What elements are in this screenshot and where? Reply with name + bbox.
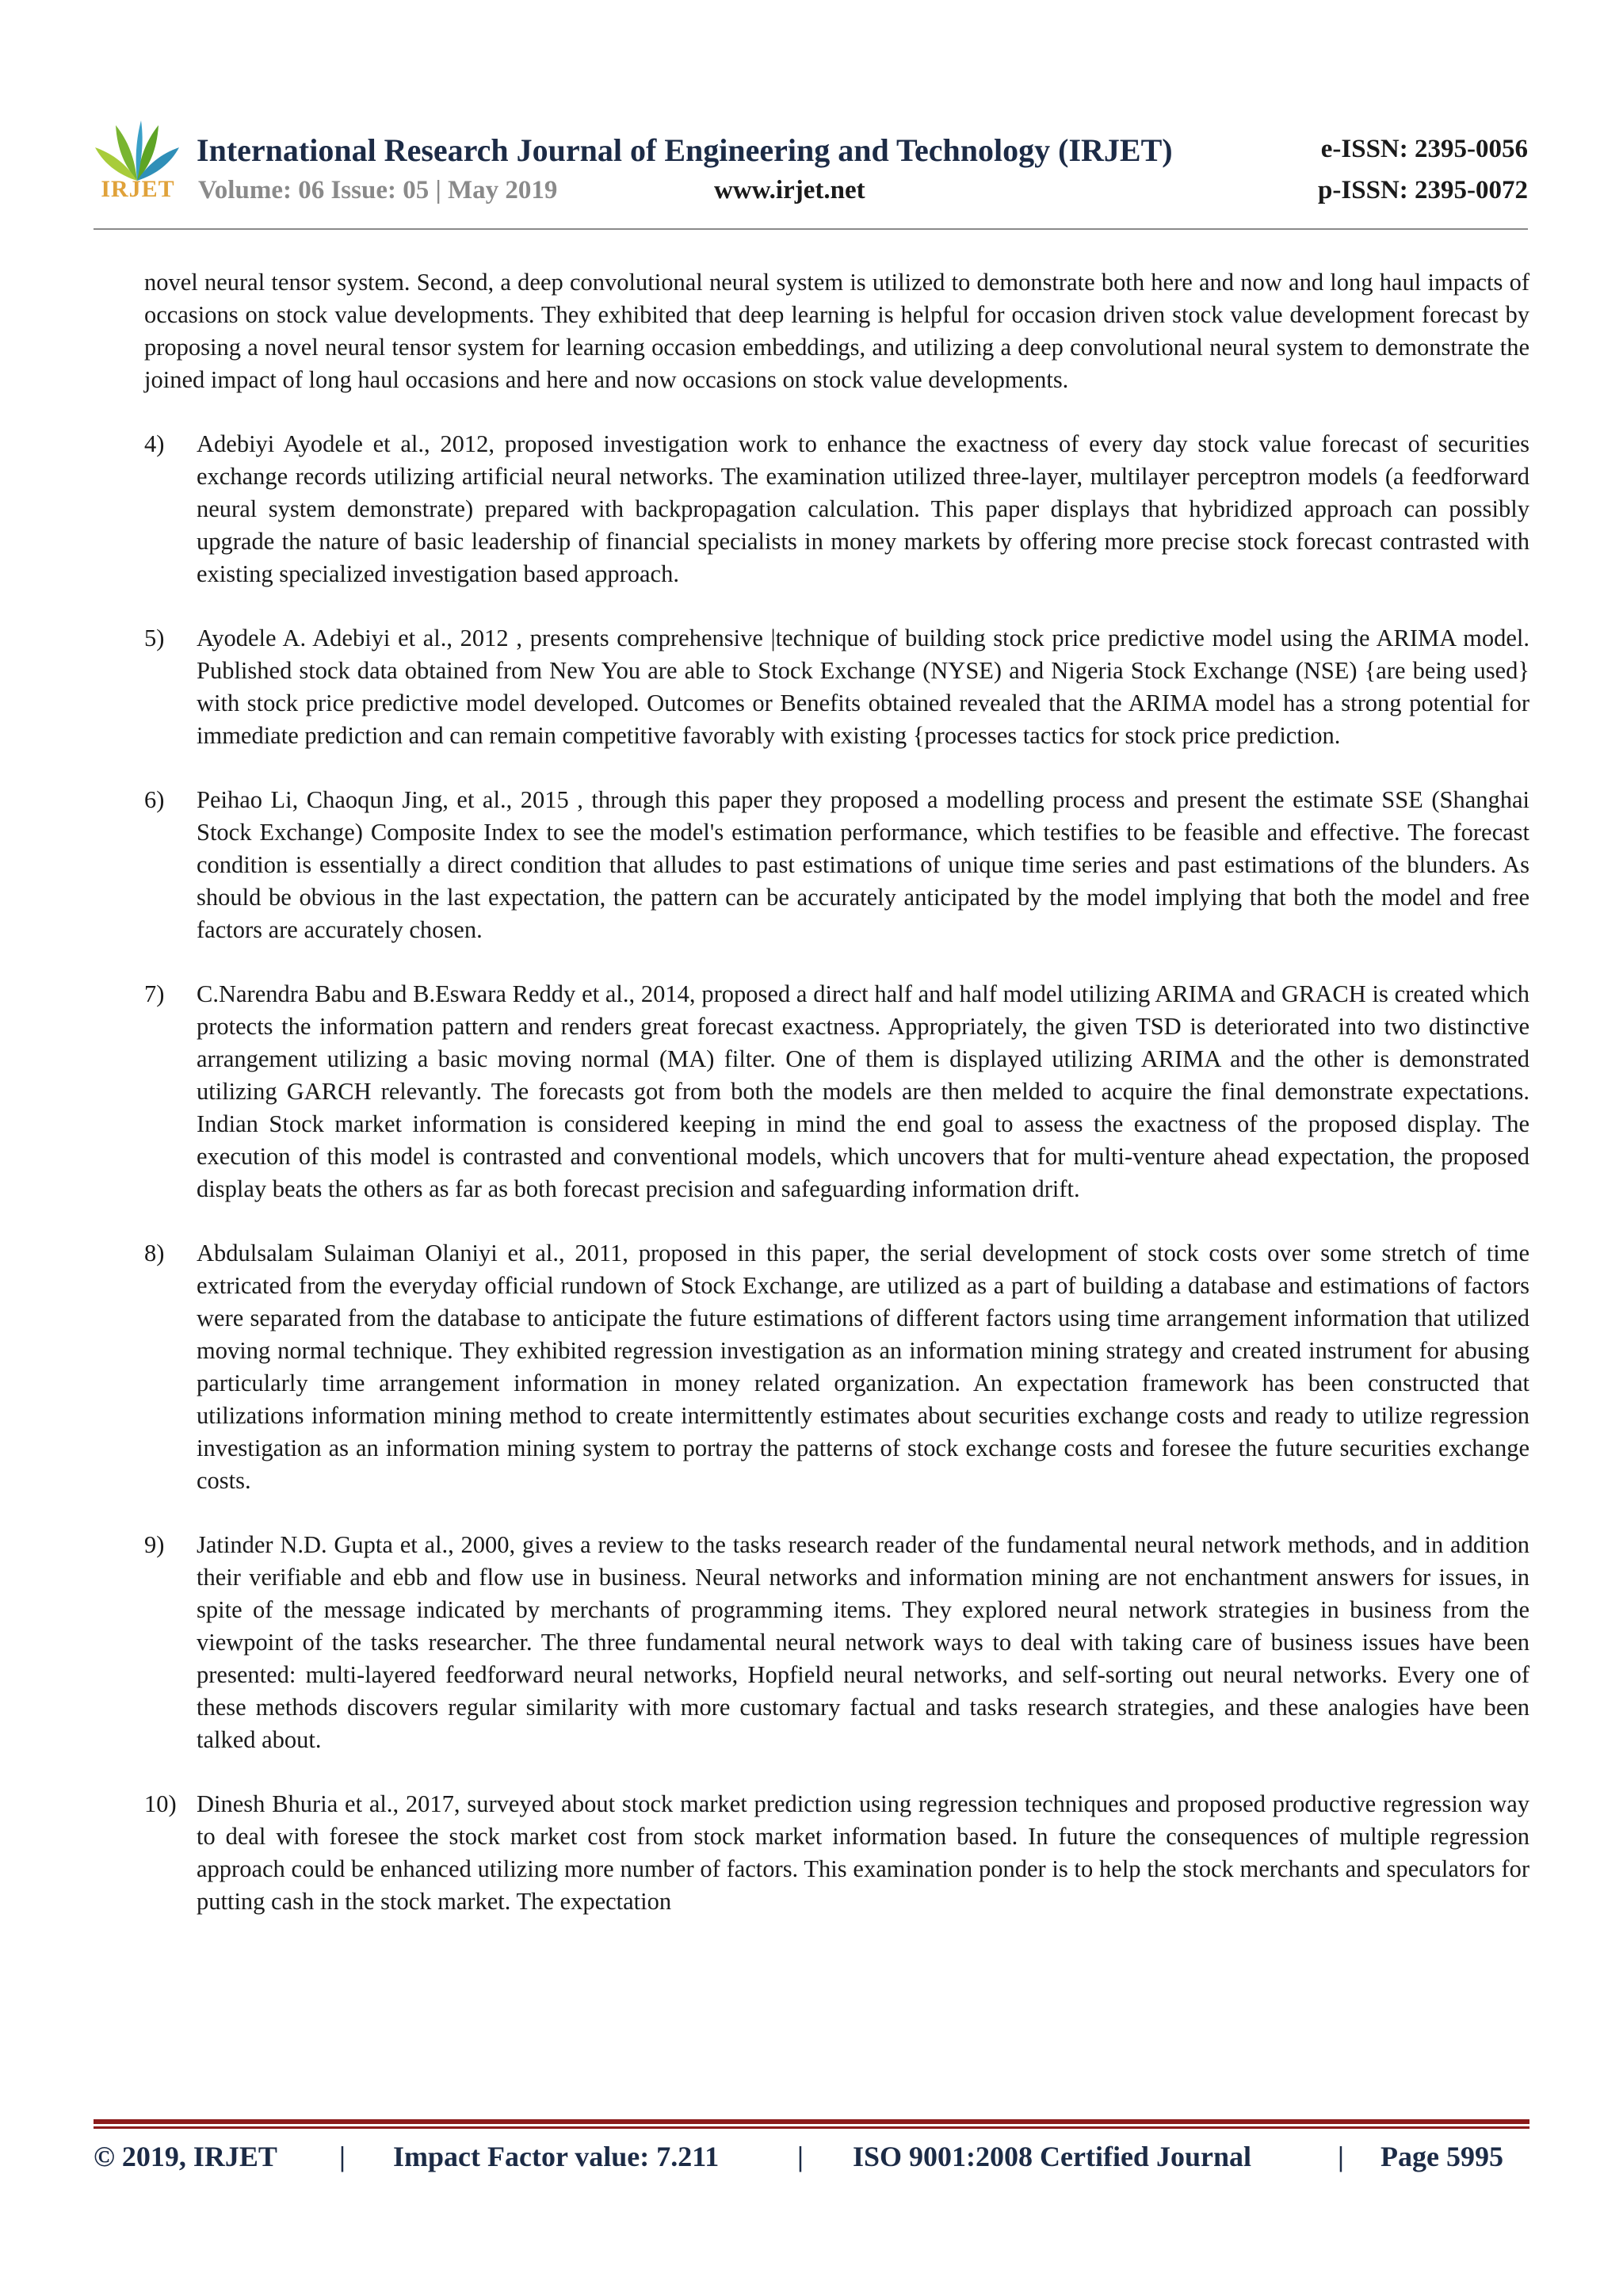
reference-item (144, 1529, 1529, 1756)
footer-separator: | (339, 2141, 346, 2172)
volume-issue: Volume: 06 Issue: 05 | May 2019 (198, 176, 558, 204)
footer-separator: | (1338, 2141, 1344, 2172)
p-issn: p-ISSN: 2395-0072 (1318, 176, 1528, 204)
reference-item (144, 1237, 1529, 1497)
footer-separator: | (797, 2141, 804, 2172)
journal-website: www.irjet.net (714, 176, 865, 204)
reference-item (144, 1788, 1529, 1918)
logo-text: IRJET (101, 176, 175, 202)
footer-page-number: Page 5995 (1381, 2141, 1503, 2172)
leaf-logo-icon (94, 119, 181, 182)
reference-text: Dinesh Bhuria et al., 2017, surveyed about stock market prediction using regression techniques and proposed productive regression way to deal with foresee the stock market cost from stock market information based. In future the consequences of multiple regression approach could be enhanced utilizing more number of factors. This examination ponder is to help the stock merchants and speculators for putting cash in the stock market. The expectation (197, 1790, 1529, 1915)
reference-text: Jatinder N.D. Gupta et al., 2000, gives a review to the tasks research reader of the fundamental neural network methods, and in addition their verifiable and ebb and flow use in business. Neural networks and information mining are not enchantment answers for issues, in spite of the message indicated by merchants of programming items. They explored neural network strategies in business from the viewpoint of the tasks researcher. The three fundamental neural network ways to deal with taking care of business issues have been presented: multi-layered feedforward neural networks, Hopfield neural networks, and self-sorting out neural networks. Every one of these methods discovers regular similarity with more customary factual and tasks research strategies, and these analogies have been talked about. (197, 1531, 1529, 1753)
reference-text: Ayodele A. Adebiyi et al., 2012 , presents comprehensive |technique of building stock price predictive model using the ARIMA model. Published stock data obtained from New You are able to Stock Exchange (NYSE) and Nigeria Stock Exchange (NSE) {are being used} with stock price predictive model developed. Outcomes or Benefits obtained revealed that the ARIMA model has a strong potential for immediate prediction and can remain competitive favorably with existing {processes tactics for stock price prediction. (197, 625, 1529, 749)
continued-paragraph: novel neural tensor system. Second, a deep convolutional neural system is utilized to demonstrate both here and now and long haul impacts of occasions on stock value developments. They exhibited that deep learning is helpful for occasion driven stock value development forecast by proposing a novel neural tensor system for learning occasion embeddings, and utilizing a deep convolutional neural system to demonstrate the joined impact of long haul occasions and here and now occasions on stock value developments. (144, 269, 1529, 393)
footer-impact-factor: Impact Factor value: 7.211 (393, 2141, 720, 2172)
page-header (94, 119, 1528, 230)
journal-title: International Research Journal of Engineering and Technology (IRJET) (197, 132, 1173, 168)
footer-divider-thick (94, 2119, 1529, 2124)
footer-iso: ISO 9001:2008 Certified Journal (853, 2141, 1251, 2172)
reference-text: C.Narendra Babu and B.Eswara Reddy et al., 2014, proposed a direct half and half model utilizing ARIMA and GRACH is created which protects the information pattern and renders great forecast exactness. Appropriately, the given TSD is deteriorated into two distinctive arrangement utilizing a basic moving normal (MA) filter. One of them is displayed utilizing ARIMA and the other is demonstrated utilizing GARCH relevantly. The forecasts got from both the models are then melded to acquire the final demonstrate expectations. Indian Stock market information is considered keeping in mind the end goal to assess the exactness of the proposed display. The execution of this model is contrasted and conventional models, which uncovers that for multi-venture ahead expectation, the proposed display beats the others as far as both forecast precision and safeguarding information drift. (197, 980, 1529, 1202)
reference-item (144, 978, 1529, 1205)
reference-text: Abdulsalam Sulaiman Olaniyi et al., 2011, proposed in this paper, the serial development of stock costs over some stretch of time extricated from the everyday official rundown of Stock Exchange, are utilized as a part of building a database and estimations of factors were separated from the database to anticipate the future estimations of different factors using time arrangement information that utilized moving normal technique. They exhibited regression investigation as an information mining strategy and created instrument for abusing particularly time arrangement information in money related organization. An expectation framework has been constructed that utilizations information mining method to create intermittently estimates about securities exchange costs and ready to utilize regression investigation as an information mining system to portray the patterns of stock exchange costs and foresee the future securities exchange costs. (197, 1240, 1529, 1494)
page-body (144, 266, 1529, 1918)
page-footer (94, 2132, 1529, 2179)
reference-number: 4) (144, 430, 165, 457)
reference-item (144, 428, 1529, 590)
reference-item (144, 622, 1529, 752)
irjet-logo (94, 119, 181, 214)
reference-number: 8) (144, 1240, 165, 1266)
header-divider (94, 228, 1528, 230)
reference-text: Peihao Li, Chaoqun Jing, et al., 2015 , through this paper they proposed a modelling process and present the estimate SSE (Shanghai Stock Exchange) Composite Index to see the model's estimation performance, which testifies to be feasible and effective. The forecast condition is essentially a direct condition that alludes to past estimations of unique time series and past estimations of the blunders. As should be obvious in the last expectation, the pattern can be accurately anticipated by the model implying that both the model and free factors are accurately chosen. (197, 786, 1529, 943)
reference-number: 7) (144, 980, 165, 1007)
reference-number: 5) (144, 625, 165, 651)
reference-number: 9) (144, 1531, 165, 1558)
reference-item (144, 784, 1529, 946)
e-issn: e-ISSN: 2395-0056 (1320, 135, 1528, 163)
reference-number: 6) (144, 786, 165, 813)
footer-divider-thin (94, 2126, 1529, 2129)
reference-text: Adebiyi Ayodele et al., 2012, proposed investigation work to enhance the exactness of every day stock value forecast of securities exchange records utilizing artificial neural networks. The examination utilized three-layer, multilayer perceptron models (a feedforward neural system demonstrate) prepared with backpropagation calculation. This paper displays that hybridized approach can possibly upgrade the nature of basic leadership of financial specialists in money markets by offering more precise stock forecast contrasted with existing specialized investigation based approach. (197, 430, 1529, 587)
footer-copyright: © 2019, IRJET (94, 2141, 277, 2172)
reference-number: 10) (144, 1790, 177, 1817)
